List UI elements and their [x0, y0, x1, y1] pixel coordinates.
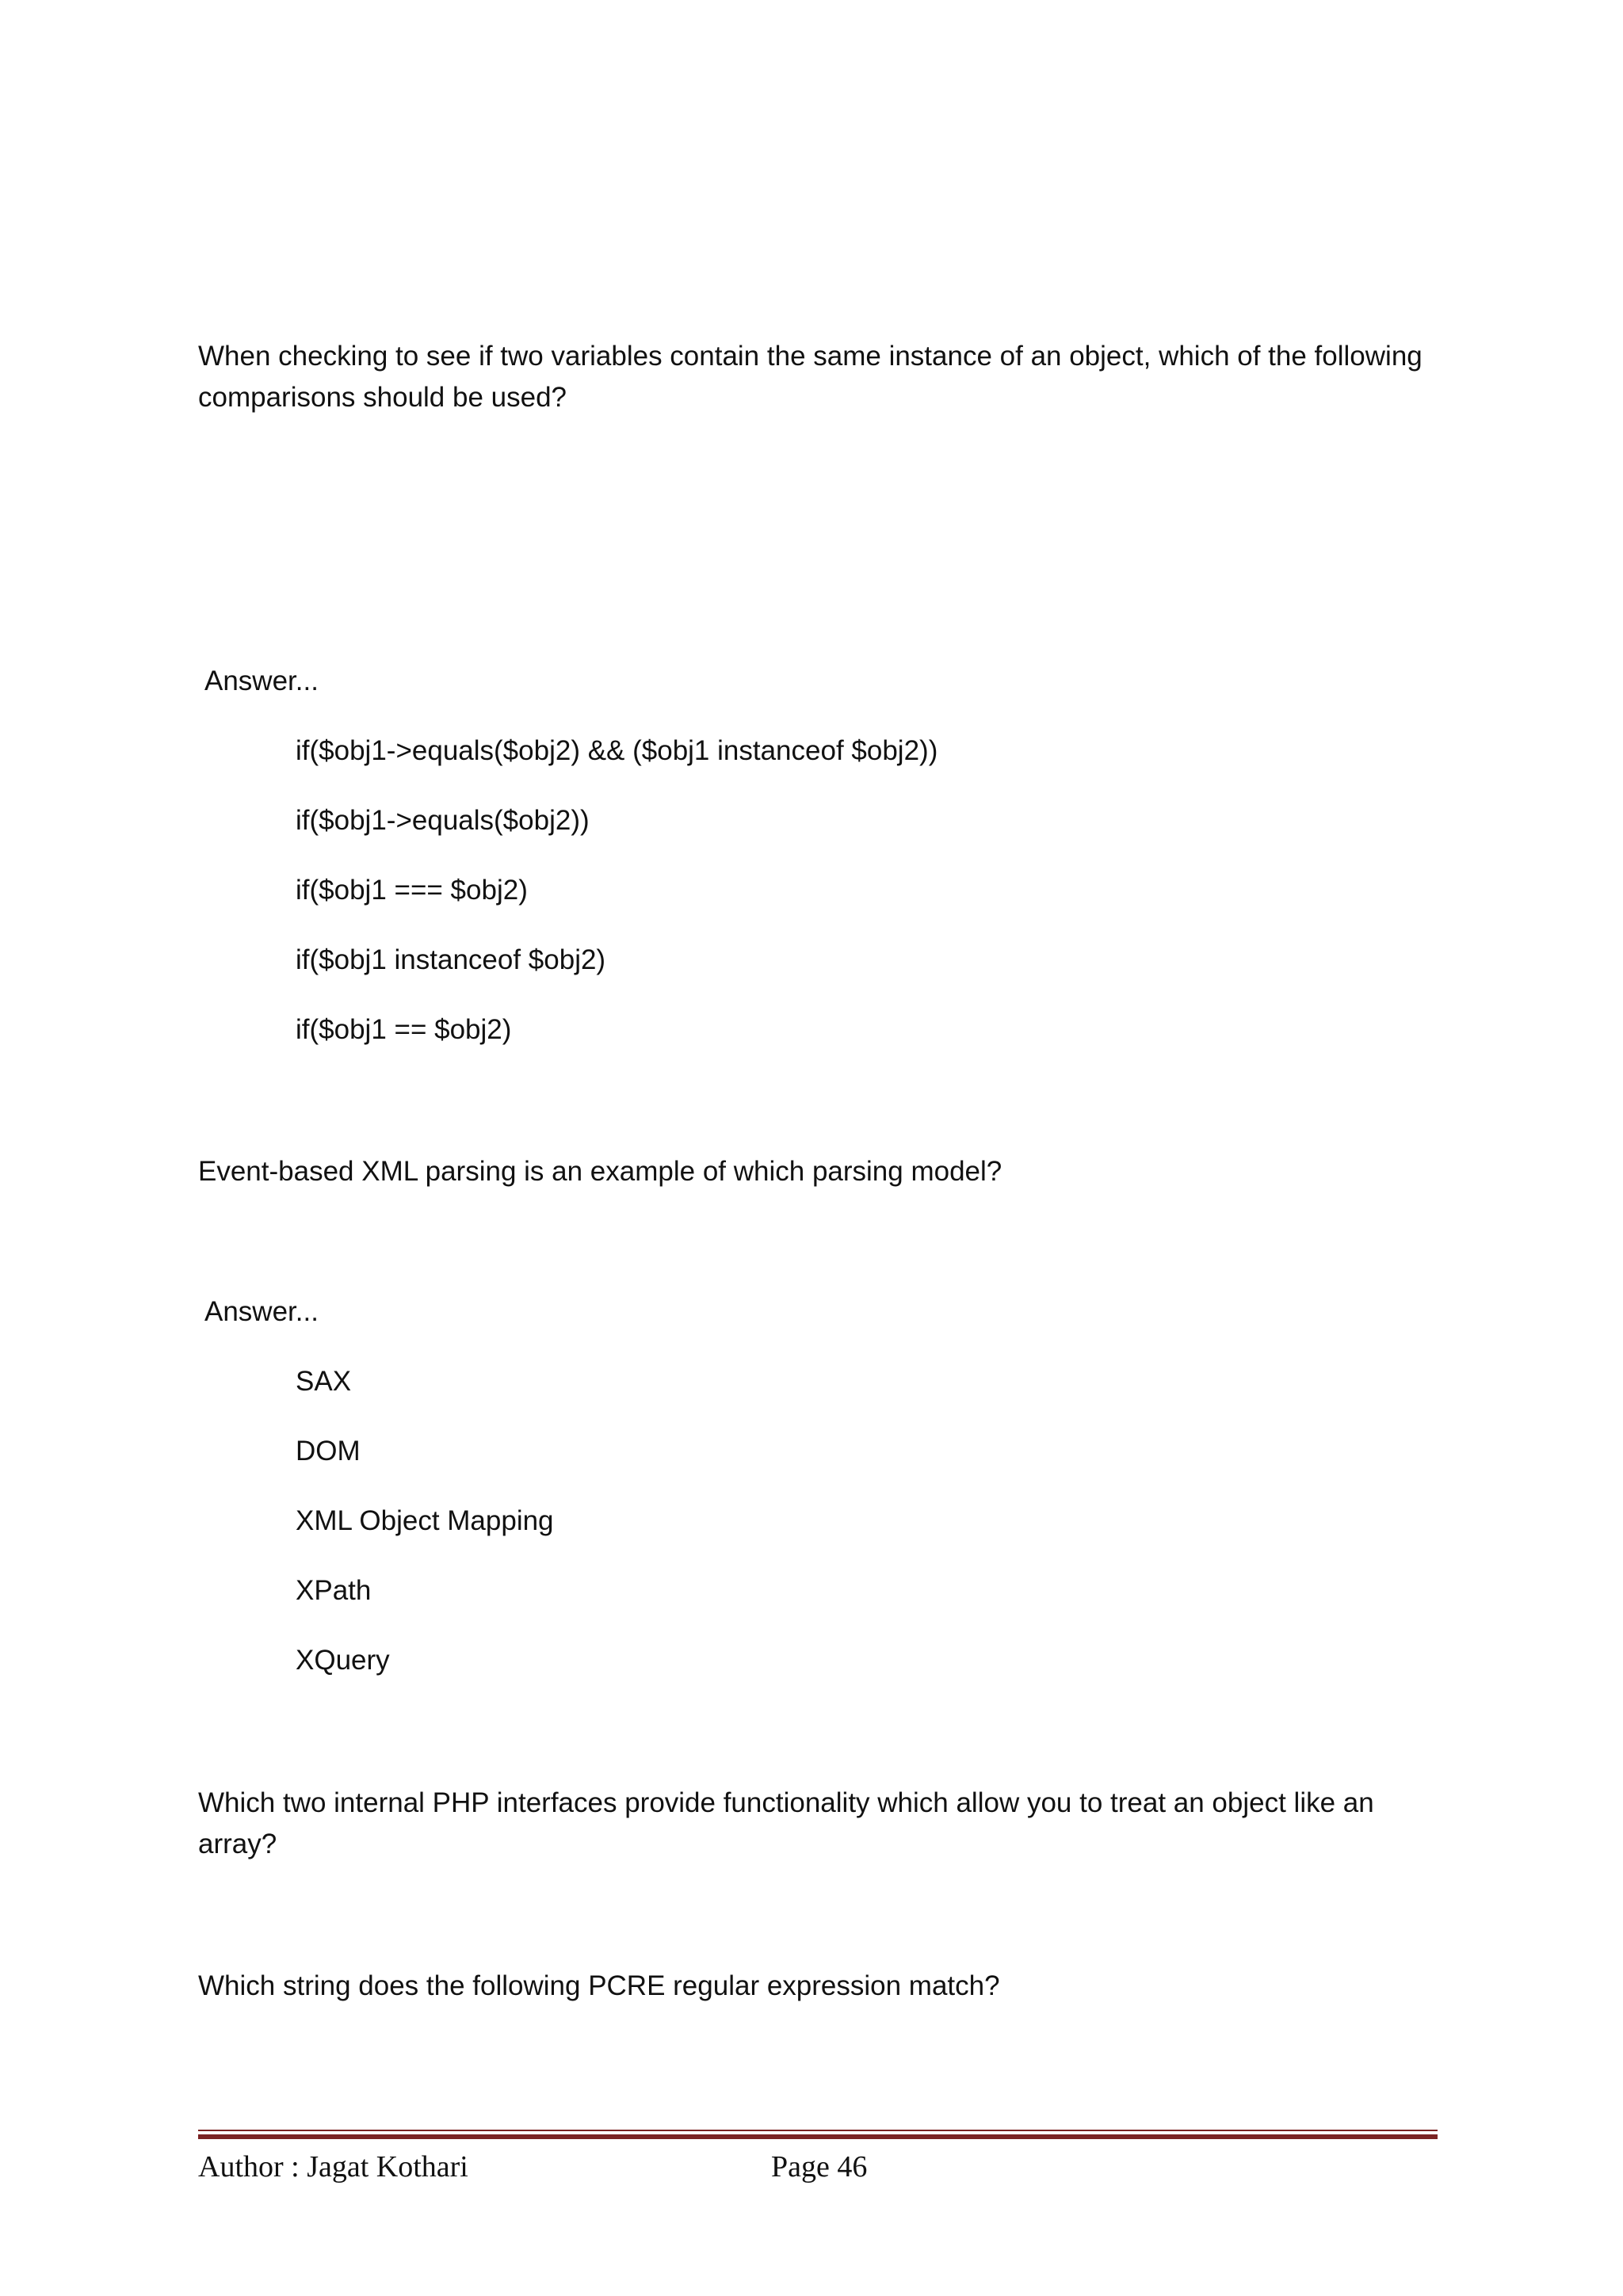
question-2-option-1: SAX: [296, 1366, 352, 1397]
question-1-option-1: if($obj1->equals($obj2) && ($obj1 instanceof $obj2)): [296, 735, 938, 766]
question-1-option-5: if($obj1 == $obj2): [296, 1014, 512, 1045]
question-1-option-3: if($obj1 === $obj2): [296, 875, 528, 906]
question-2-option-4: XPath: [296, 1575, 372, 1606]
question-1-option-4: if($obj1 instanceof $obj2): [296, 944, 606, 975]
footer-rule-thin: [198, 2130, 1438, 2131]
question-3-text: Which two internal PHP interfaces provide functionality which allow you to treat an object like an array?: [198, 1787, 1374, 1859]
question-1-option-2: if($obj1->equals($obj2)): [296, 805, 590, 836]
footer-rule-thick: [198, 2134, 1438, 2139]
question-2-option-5: XQuery: [296, 1645, 390, 1676]
question-2-text: Event-based XML parsing is an example of which parsing model?: [198, 1156, 1002, 1187]
question-2-option-2: DOM: [296, 1436, 361, 1466]
question-1-answer-label: Answer...: [204, 666, 319, 696]
footer-author: Author : Jagat Kothari: [198, 2150, 468, 2183]
footer-page-number: Page 46: [771, 2150, 868, 2183]
question-1-text: When checking to see if two variables contain the same instance of an object, which of the following comparisons should be used?: [198, 341, 1423, 413]
question-2-answer-label: Answer...: [204, 1296, 319, 1327]
question-2-option-3: XML Object Mapping: [296, 1505, 554, 1536]
question-4-text: Which string does the following PCRE regular expression match?: [198, 1970, 1000, 2001]
